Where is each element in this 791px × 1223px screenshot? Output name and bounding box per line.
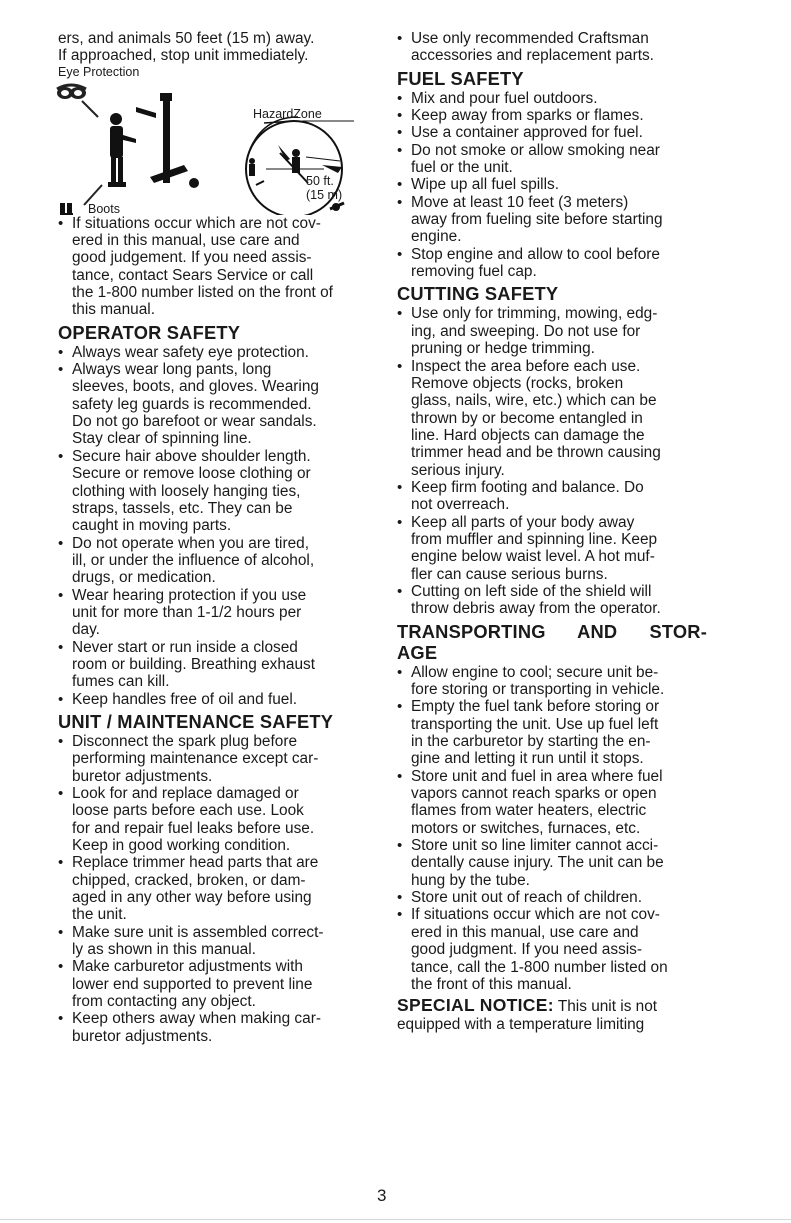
list-item: • Stop engine and allow to cool before removing fuel cap. [397, 246, 707, 281]
boots-label: Boots [88, 201, 120, 216]
list-item: • Keep handles free of oil and fuel. [58, 691, 358, 708]
list-item: • Mix and pour fuel outdoors. [397, 90, 707, 107]
intro-bullet: • If situations occur which are not cov- ered in this manual, use care and good judgement. If you need assis- tance, contact Sears Service or call the 1-800 number listed on the front of this manual. [58, 215, 358, 319]
hazard-zone-figure [58, 65, 358, 215]
list-item: • Store unit out of reach of children. [397, 889, 707, 906]
fuel-safety-heading: FUEL SAFETY [397, 67, 524, 89]
list-item: • Always wear long pants, long sleeves, boots, and gloves. Wearing safety leg guards is recommended. Do not go barefoot or wear sandals. Stay clear of spinning line. [58, 361, 358, 448]
hazard-zone-label: HazardZone [253, 106, 322, 121]
list-item: • Keep others away when making car- buretor adjustments. [58, 1010, 358, 1045]
list-item: • Wear hearing protection if you use unit for more than 1-1/2 hours per day. [58, 587, 358, 639]
special-notice-label: SPECIAL NOTICE: [397, 995, 554, 1016]
list-item: • Keep firm footing and balance. Do not overreach. [397, 479, 707, 514]
list-item: • Use only recommended Craftsman accessories and replacement parts. [397, 30, 707, 65]
transporting-storage-heading: TRANSPORTING AND STOR- AGE [397, 620, 707, 663]
list-item: • Secure hair above shoulder length. Secure or remove loose clothing or clothing with loosely hanging ties, straps, tassels, etc. They can be caught in moving parts. [58, 448, 358, 535]
eye-protection-label: Eye Protection [58, 64, 140, 79]
list-item: • Disconnect the spark plug before performing maintenance except car- buretor adjustments. [58, 733, 358, 785]
boots-icon [60, 203, 73, 215]
list-item: • Do not smoke or allow smoking near fuel or the unit. [397, 142, 707, 177]
list-item: • Use only for trimming, mowing, edg- ing, and sweeping. Do not use for pruning or hedge trimming. [397, 305, 707, 357]
distance-ft-label: 50 ft. [306, 173, 334, 188]
list-item: • If situations occur which are not cov- ered in this manual, use care and good judgment. If you need assis- tance, call the 1-800 number listed on the front of this manual. [397, 906, 707, 993]
list-item: • Make sure unit is assembled correct- ly as shown in this manual. [58, 924, 358, 959]
special-notice-text: This unit is not equipped with a temperature limiting [397, 998, 658, 1033]
special-notice [397, 997, 707, 1033]
list-item: • Inspect the area before each use. Remove objects (rocks, broken glass, nails, wire, etc.) which can be thrown by or become entangled in line. Hard objects can damage the trimmer head and be thrown causing serious injury. [397, 358, 707, 479]
operator-figure [108, 113, 136, 187]
list-item: • Do not operate when you are tired, ill, or under the influence of alcohol, drugs, or medication. [58, 535, 358, 587]
goggles-icon [57, 85, 86, 99]
unit-maintenance-safety-heading: UNIT / MAINTENANCE SAFETY [58, 710, 334, 732]
list-item: • Look for and replace damaged or loose parts before each use. Look for and repair fuel leaks before use. Keep in good working condition. [58, 785, 358, 854]
list-item: • Allow engine to cool; secure unit be- fore storing or transporting in vehicle. [397, 664, 707, 699]
page-edge-divider [0, 1219, 791, 1220]
page-number: 3 [377, 1186, 387, 1205]
intro-text: ers, and animals 50 feet (15 m) away. If approached, stop unit immediately. [58, 30, 315, 65]
list-item: • Keep away from sparks or flames. [397, 107, 707, 124]
trimmer-icon [136, 93, 199, 188]
operator-safety-heading: OPERATOR SAFETY [58, 321, 241, 343]
list-item: • Always wear safety eye protection. [58, 344, 358, 361]
list-item: • Replace trimmer head parts that are chipped, cracked, broken, or dam- aged in any other way before using the unit. [58, 854, 358, 923]
right-column [397, 30, 707, 1033]
list-item: • Store unit and fuel in area where fuel vapors cannot reach sparks or open flames from water heaters, electric motors or switches, furnaces, etc. [397, 768, 707, 837]
list-item: • Cutting on left side of the shield will throw debris away from the operator. [397, 583, 707, 618]
list-item: • Never start or run inside a closed room or building. Breathing exhaust fumes can kill. [58, 639, 358, 691]
list-item: • Keep all parts of your body away from muffler and spinning line. Keep engine below waist level. A hot muf- fler can cause serious burns. [397, 514, 707, 583]
distance-m-label: (15 m) [306, 187, 343, 202]
list-item: • Wipe up all fuel spills. [397, 176, 707, 193]
list-item: • Make carburetor adjustments with lower end supported to prevent line from contacting any object. [58, 958, 358, 1010]
left-column [58, 30, 358, 1045]
list-item: • Store unit so line limiter cannot acci- dentally cause injury. The unit can be hung by the tube. [397, 837, 707, 889]
cutting-safety-heading: CUTTING SAFETY [397, 283, 559, 305]
list-item: • Use a container approved for fuel. [397, 124, 707, 141]
list-item: • Move at least 10 feet (3 meters) away from fueling site before starting engine. [397, 194, 707, 246]
list-item: • Empty the fuel tank before storing or transporting the unit. Use up fuel left in the carburetor by starting the en- gine and letting it run until it stops. [397, 698, 707, 767]
